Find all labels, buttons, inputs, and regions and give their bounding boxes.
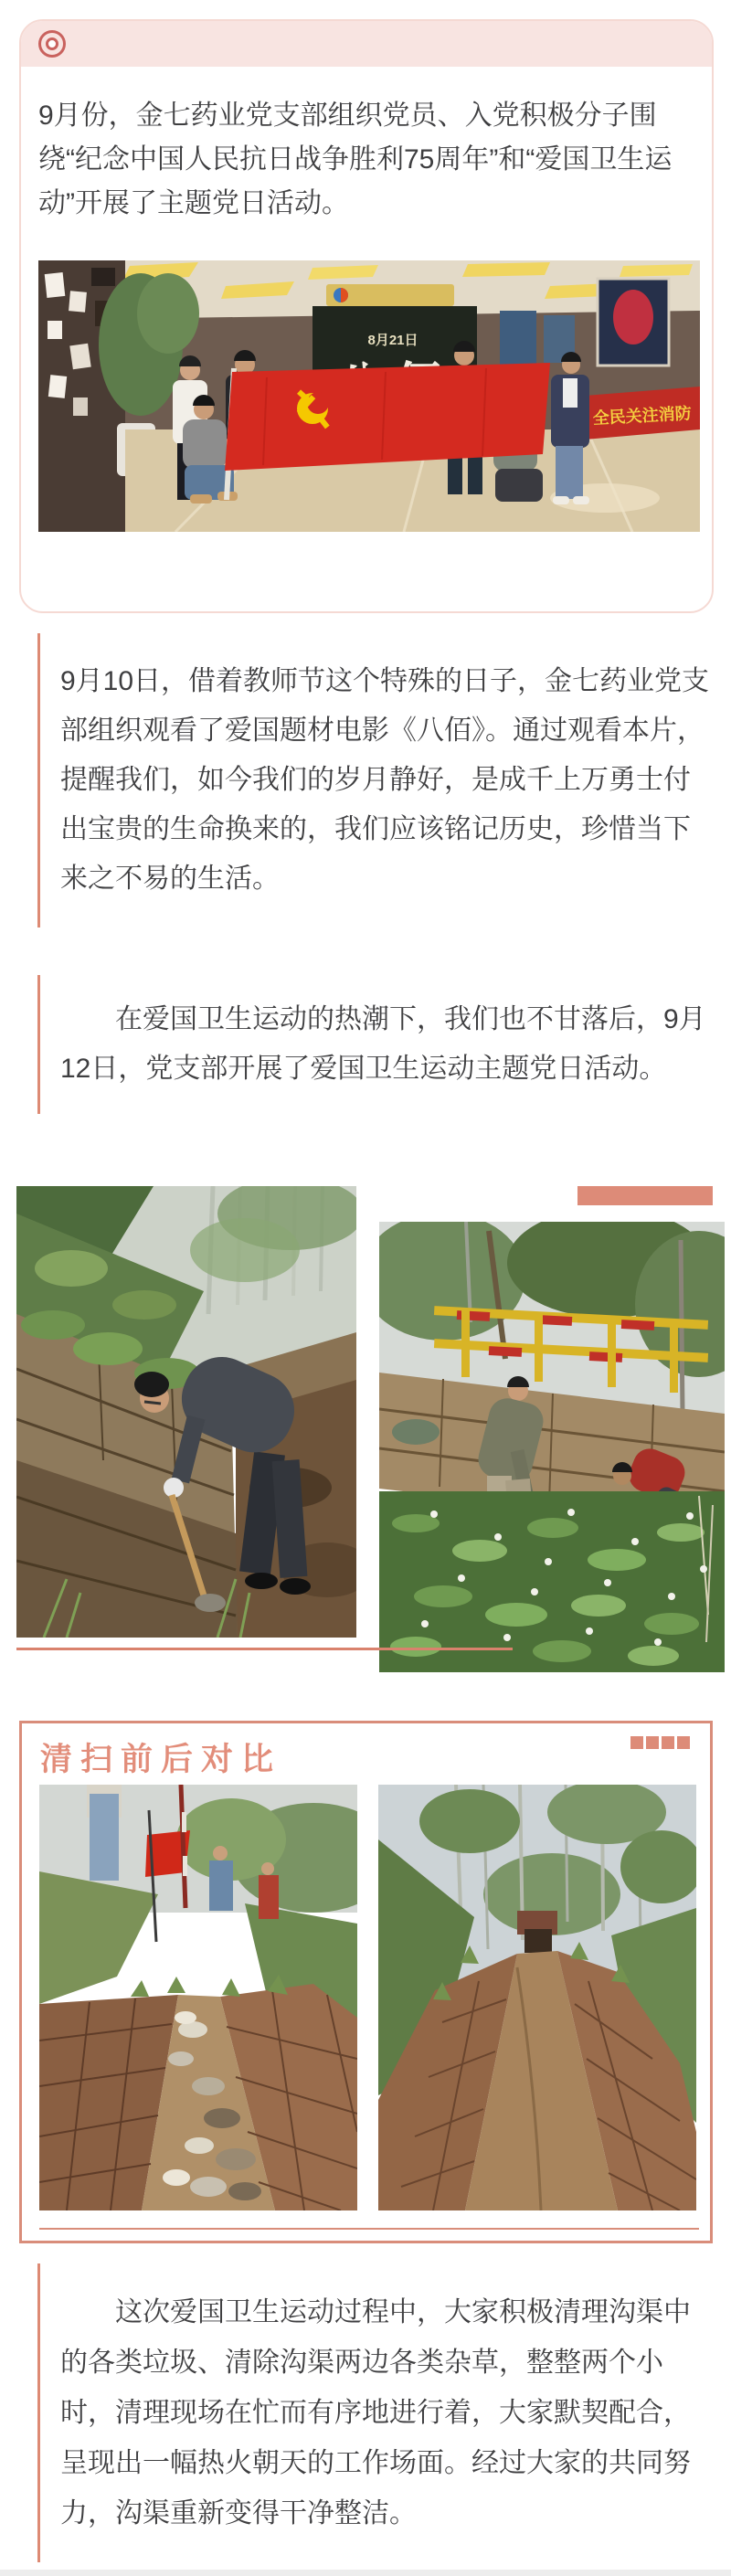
cinema-group-photo — [38, 260, 700, 532]
decor-divider-line — [16, 1648, 513, 1650]
fire-banner-text: 全民关注消防 — [592, 404, 693, 428]
decor-rectangle — [577, 1186, 713, 1205]
culvert-opening — [524, 1929, 552, 1953]
quote-sanitation: 在爱国卫生运动的热潮下，我们也不甘落后，9月12日，党支部开展了爱国卫生运动主题党日活动。 — [37, 975, 710, 1114]
bullseye-icon — [38, 30, 66, 58]
quote-movie: 9月10日，借着教师节这个特殊的日子，金七药业党支部组织观看了爱国题材电影《八佰》。通过观看本片，提醒我们，如今我们的岁月静好，是成千上万勇士付出宝贵的生命换来的，我们应该铭记历史，珍惜当下来之不易的生活。 — [37, 633, 710, 928]
page-footer-strip — [0, 2570, 731, 2576]
card-header-band — [21, 21, 712, 67]
compare-title: 清扫前后对比 — [40, 1742, 282, 1777]
compare-section — [19, 1721, 713, 2243]
intro-card — [19, 19, 714, 613]
bullseye-icon-inner — [46, 37, 58, 50]
decor-squares-icon — [630, 1736, 690, 1749]
poster-date-text: 8月21日 — [367, 333, 418, 348]
ditch-digging-photo — [16, 1186, 356, 1638]
intro-paragraph: 9月份，金七药业党支部组织党员、入党积极分子围绕“纪念中国人民抗日战争胜利75周年”和“爱国卫生运动”开展了主题党日活动。 — [38, 101, 673, 218]
ditch-after-photo — [378, 1785, 696, 2210]
weed-clearing-photo — [379, 1222, 725, 1672]
quote-closing: 这次爱国卫生运动过程中，大家积极清理沟渠中的各类垃圾、清除沟渠两边各类杂草，整整两个小时，清理现场在忙而有序地进行着，大家默契配合，呈现出一幅热火朝天的工作场面。经过大家的共同努力，沟渠重新变得干净整洁。 — [37, 2263, 710, 2562]
ditch-before-photo — [39, 1785, 357, 2210]
compare-bottom-divider — [39, 2228, 699, 2230]
